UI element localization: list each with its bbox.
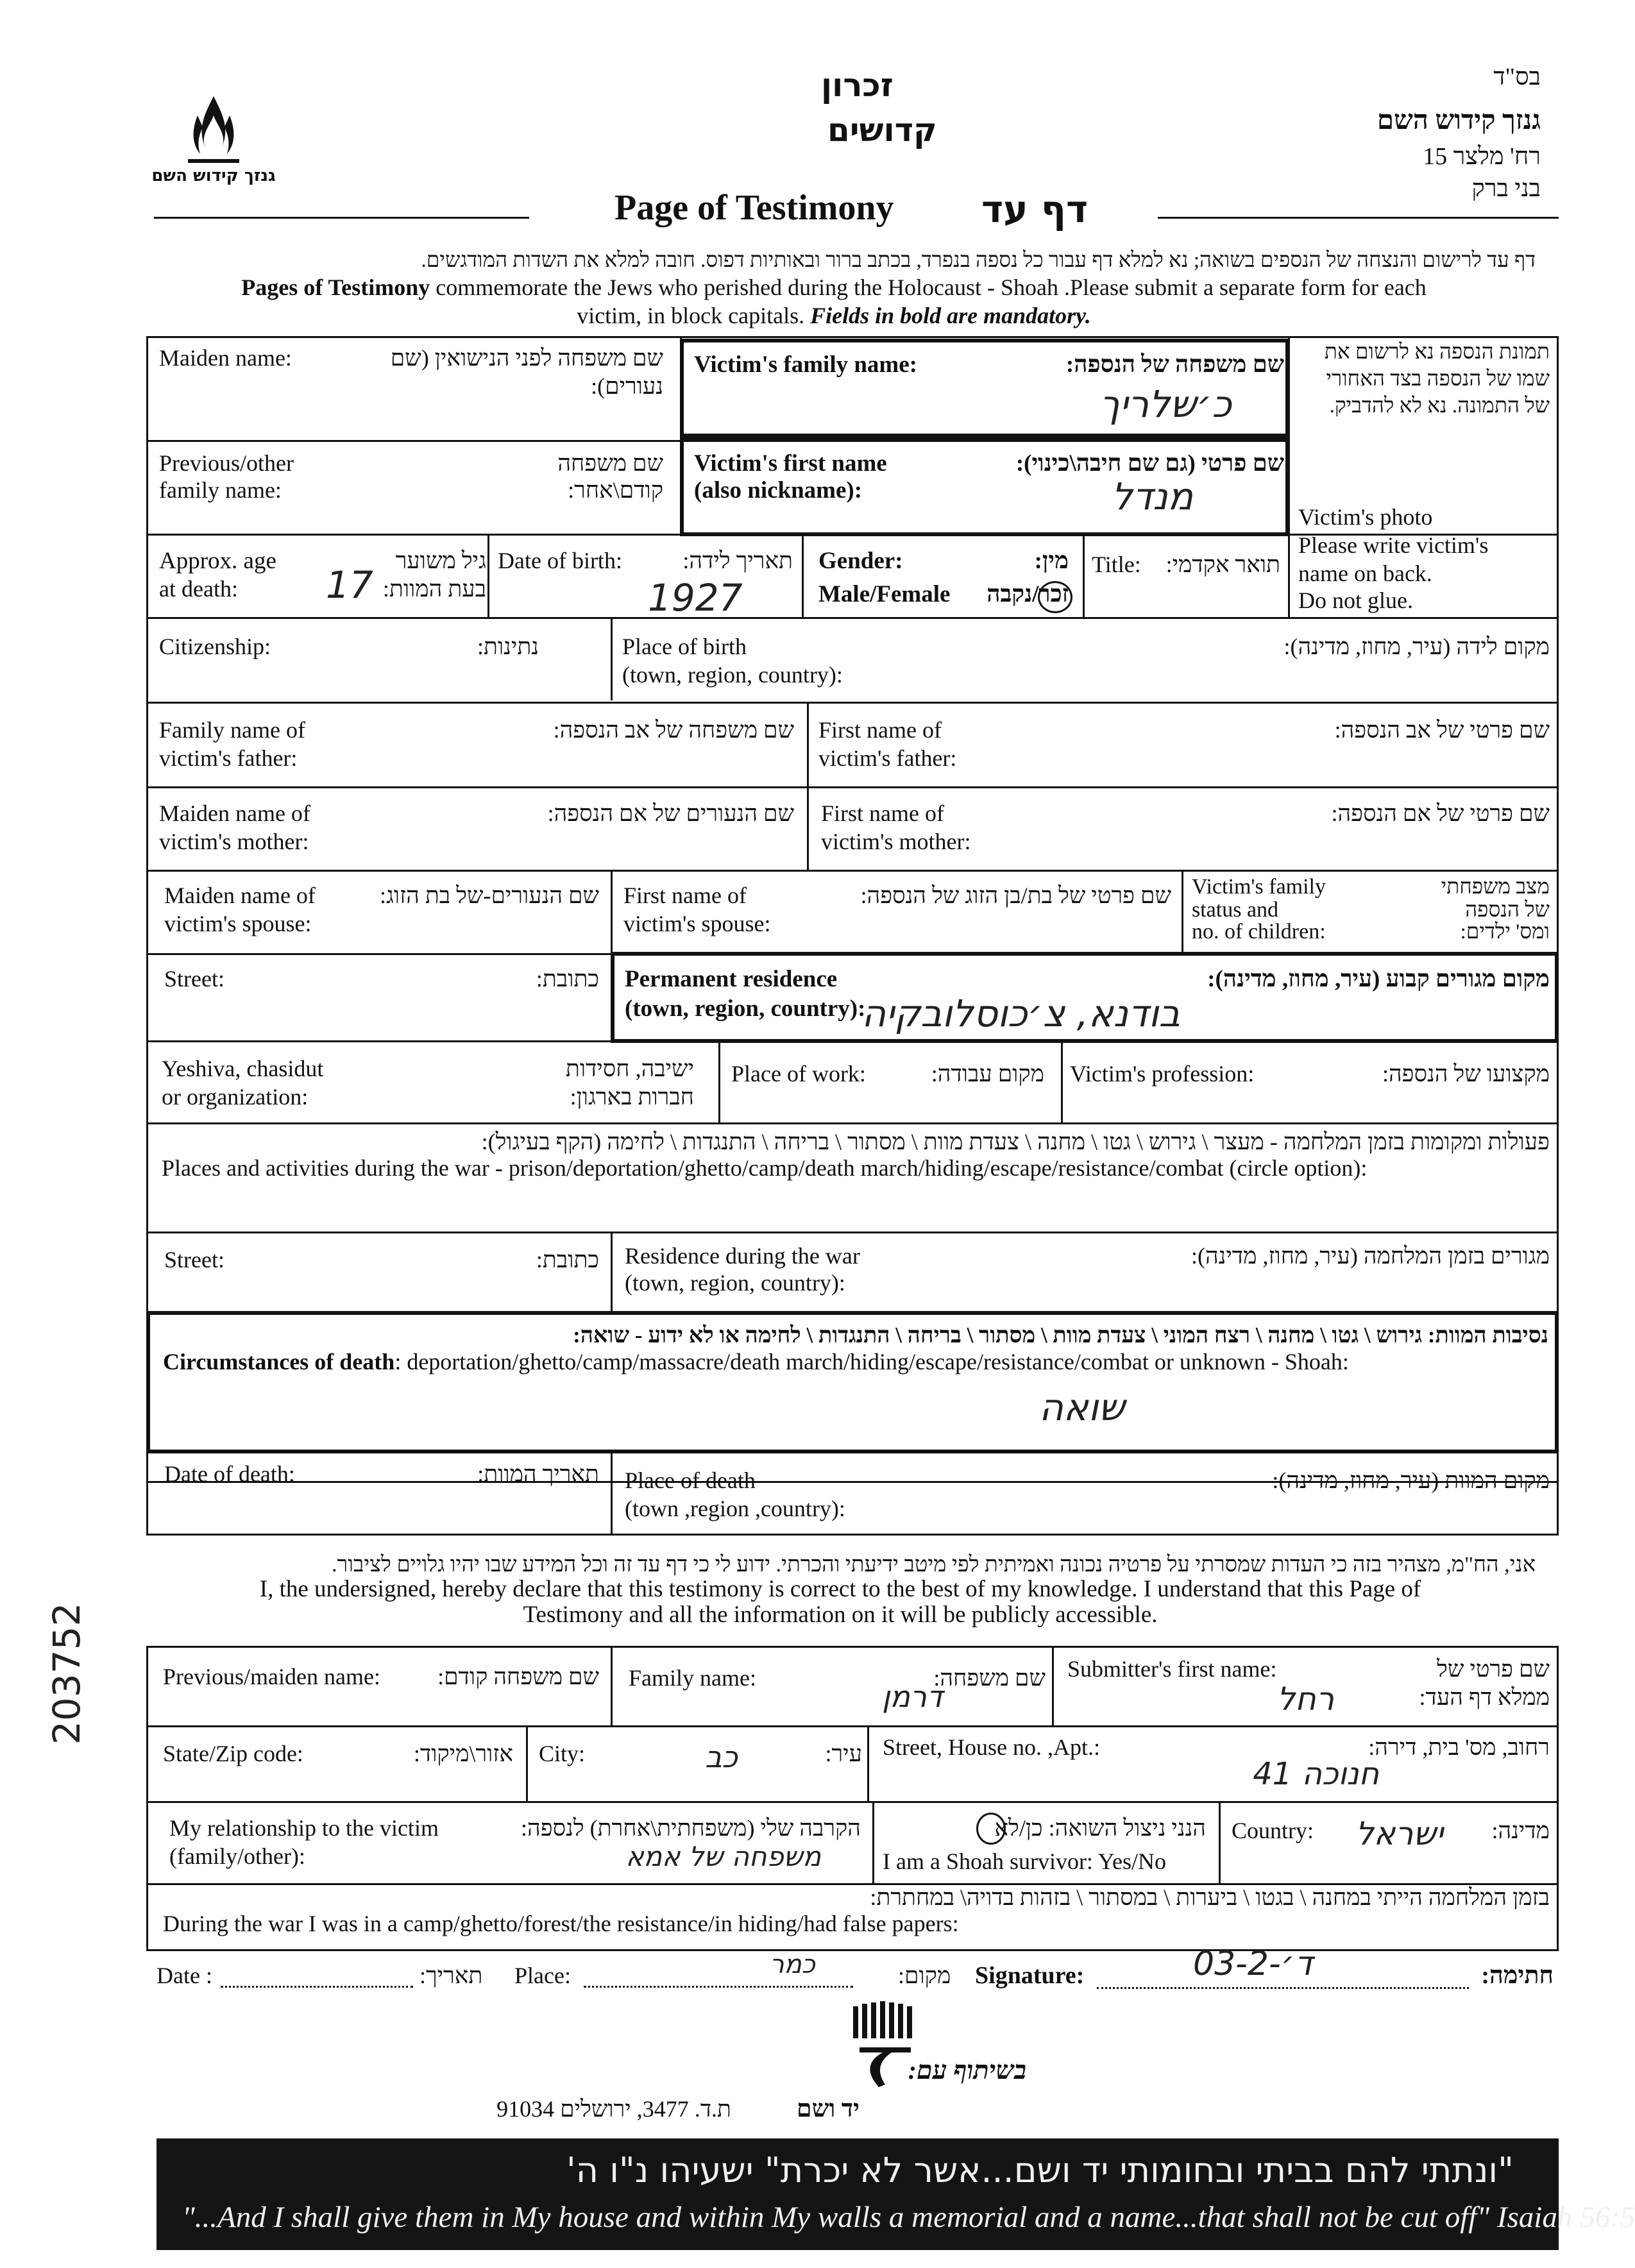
- partnership-label: בשיתוף עם:: [908, 2056, 1026, 2085]
- family-status-label-he-1: מצב משפחתי: [1441, 876, 1550, 899]
- submitter-first-label-he-1: שם פרטי של: [1436, 1656, 1550, 1682]
- yad-vashem-address: ת.ד. 3477, ירושלים 91034: [496, 2096, 731, 2122]
- family-status-label-he-2: של הנספה: [1465, 899, 1550, 922]
- place-value[interactable]: כמר: [770, 1950, 815, 1979]
- residence-label-1: Permanent residence: [625, 966, 838, 992]
- profession-label: Victim's profession:: [1070, 1061, 1255, 1087]
- submitter-first-label: Submitter's first name:: [1067, 1656, 1277, 1682]
- pod-label-he: מקום המוות (עיר, מחוז, מדינה):: [1272, 1468, 1550, 1493]
- declaration-en: [128, 1577, 1552, 1628]
- maiden-name-label: Maiden name:: [159, 345, 292, 371]
- verse-banner: [157, 2138, 1635, 2250]
- death-circumstances-label-bold: Circumstances of death: [163, 1349, 395, 1375]
- yad-vashem-name: יד ושם: [796, 2095, 860, 2122]
- archive-title: גנזך קידוש השם: [1377, 106, 1541, 135]
- gender-label-he-2: זכר/נקבה: [987, 581, 1069, 607]
- profession-label-he: מקצועו של הנספה:: [1382, 1061, 1550, 1087]
- war-residence-label-1: Residence during the war: [625, 1243, 860, 1269]
- intro-english-line2: victim, in block capitals.: [577, 303, 811, 328]
- city-label: City:: [539, 1741, 586, 1766]
- prev-family-label-2: family name:: [159, 477, 282, 503]
- death-circumstances-value[interactable]: שואה: [1039, 1385, 1125, 1429]
- city-value[interactable]: כב: [705, 1739, 738, 1774]
- spouse-maiden-label-1: Maiden name of: [164, 883, 316, 908]
- first-name-label-2: (also nickname):: [694, 477, 863, 504]
- submitter-first-value[interactable]: רחל: [1276, 1680, 1334, 1718]
- yeshiva-label-1: Yeshiva, chasidut: [162, 1056, 324, 1081]
- dob-label-he: תאריך לידה:: [682, 548, 793, 573]
- title-hebrew: דף עד: [981, 187, 1089, 231]
- dod-label: Date of death:: [164, 1461, 295, 1487]
- family-status-label-3: no. of children:: [1192, 920, 1326, 944]
- mother-maiden-label-2: victim's mother:: [159, 829, 309, 854]
- mother-first-label-1: First name of: [821, 800, 944, 826]
- title-english: Page of Testimony: [614, 188, 894, 228]
- bsd-mark: בס"ד: [1493, 63, 1541, 90]
- pod-label-1: Place of death: [625, 1468, 756, 1493]
- photo-label-1: Victim's photo: [1298, 504, 1433, 530]
- title-label-he: תואר אקדמי:: [1165, 552, 1280, 577]
- first-name-label-1: Victim's first name: [694, 450, 887, 477]
- verse-hebrew: "ונתתי להם בביתי ובחומותי יד ושם...אשר לא יכרת" ישעיהו נ"ו ה': [566, 2150, 1514, 2190]
- family-name-value[interactable]: כ׳שלריך: [1099, 382, 1232, 426]
- work-label-he: מקום עבודה:: [931, 1061, 1044, 1087]
- death-circumstances-label-rest: : deportation/ghetto/camp/massacre/death march/hiding/escape/resistance/combat or unknown - Shoah:: [394, 1349, 1349, 1375]
- street-label: Street:: [164, 966, 224, 992]
- relation-label-1: My relationship to the victim: [169, 1815, 439, 1841]
- age-value[interactable]: 17: [326, 563, 373, 607]
- age-label-he-1: גיל משוער: [395, 548, 486, 573]
- submitter-prev-maiden-label: Previous/maiden name:: [163, 1664, 380, 1689]
- relation-label-2: (family/other):: [169, 1843, 305, 1869]
- archive-address-line2: בני ברק: [1471, 175, 1541, 202]
- family-status-label-2: status and: [1192, 898, 1279, 922]
- declaration-en-1: I, the undersigned, hereby declare that this testimony is correct to the best of my knowledge. I understand that this Page of: [259, 1576, 1421, 1602]
- prev-family-label-he-2: קודם\אחר:: [568, 477, 663, 503]
- photo-label-3: name on back.: [1298, 561, 1432, 586]
- prev-family-label-he-1: שם משפחה: [557, 450, 663, 476]
- relation-value[interactable]: משפחה של אמא: [625, 1841, 821, 1872]
- survivor-yes-circle[interactable]: [976, 1813, 1006, 1845]
- place-label: Place:: [514, 1963, 571, 1988]
- gender-label-he-1: מין:: [1034, 548, 1069, 574]
- maiden-name-label-he: שם משפחה לפני הנישואין (שם נעורים):: [390, 345, 663, 399]
- age-label-2: at death:: [159, 576, 238, 602]
- first-name-value[interactable]: מנדל: [1111, 475, 1193, 518]
- date-label: Date :: [157, 1963, 212, 1988]
- family-status-label-he-3: ומס' ילדים:: [1460, 920, 1550, 944]
- place-input[interactable]: [584, 1986, 853, 1988]
- verse-english: "...And I shall give them in My house and within My walls a memorial and a name...that shall not be cut off" Isaiah 56:5: [182, 2201, 1635, 2234]
- war-residence-label-he: מגורים בזמן המלחמה (עיר, מחוז, מדינה):: [1190, 1243, 1550, 1269]
- pob-label-he: מקום לידה (עיר, מחוז, מדינה):: [1283, 634, 1550, 659]
- spouse-first-label-1: First name of: [623, 883, 747, 908]
- submitter-street-value[interactable]: חנוכה 41: [1253, 1756, 1379, 1792]
- zip-label-he: אזור\מיקוד:: [413, 1741, 513, 1766]
- spouse-first-label-2: victim's spouse:: [623, 911, 771, 936]
- survivor-label: I am a Shoah survivor: Yes/No: [883, 1849, 1166, 1874]
- intro-english-mandatory: Fields in bold are mandatory.: [810, 303, 1091, 328]
- spouse-maiden-label-2: victim's spouse:: [164, 911, 312, 936]
- submitter-family-label-he: שם משפחה:: [933, 1665, 1046, 1691]
- signature-label-he: חתימה:: [1481, 1962, 1554, 1989]
- war-street-label: Street:: [164, 1247, 224, 1273]
- death-circumstances-label: [163, 1348, 1349, 1375]
- work-label: Place of work:: [731, 1061, 866, 1087]
- war-places-label-he: פעולות ומקומות בזמן המלחמה - מעצר \ גירוש \ גטו \ מחנה \ צעדת מוות \ מסתור \ בריחה \ התנגדות \ לחימה (הקף בעיגול):: [481, 1129, 1550, 1155]
- country-label: Country:: [1232, 1818, 1314, 1843]
- title-label: Title:: [1092, 552, 1141, 577]
- intro-english: [122, 273, 1546, 330]
- logo-text: גנזך קידוש השם: [151, 166, 276, 185]
- signature-label: Signature:: [975, 1962, 1085, 1989]
- submitter-family-value[interactable]: דרמן: [882, 1679, 943, 1714]
- zip-label: State/Zip code:: [163, 1741, 303, 1766]
- relation-label-he: הקרבה שלי (משפחתית\אחרת) לנספה:: [521, 1815, 861, 1841]
- first-name-label-he: שם פרטי (גם שם חיבה\כינוי):: [1015, 450, 1284, 477]
- yeshiva-label-he-2: חברות בארגון:: [570, 1084, 694, 1110]
- family-name-label-he: שם משפחה של הנספה:: [1065, 351, 1284, 378]
- maiden-name-input[interactable]: [359, 398, 667, 432]
- pod-label-2: (town ,region ,country):: [625, 1496, 845, 1521]
- photo-label-2: Please write victim's: [1298, 532, 1489, 558]
- father-family-label-1: Family name of: [159, 717, 305, 743]
- declaration-he: אני, הח"מ, מצהיר בזה כי העדות שמסרתי על פרטיה נכונה ואמיתית לפי מיטב ידיעתי והכרתי. ידוע לי כי דף עד זה וכל המידע שבו יהיו גלויים לציבור.: [332, 1553, 1536, 1577]
- country-value[interactable]: ישראל: [1355, 1815, 1443, 1852]
- margin-handwritten-number: 203752: [45, 1602, 89, 1745]
- pob-label-2: (town, region, country):: [622, 662, 843, 688]
- father-family-label-he: שם משפחה של אב הנספה:: [553, 717, 794, 743]
- residence-value[interactable]: בודנא, צ׳כוסלובקיה: [861, 992, 1180, 1035]
- gender-label-1: Gender:: [818, 548, 903, 574]
- submitter-first-label-he-2: ממלא דף העד:: [1419, 1684, 1550, 1710]
- pob-label-1: Place of birth: [622, 634, 747, 659]
- citizenship-label-he: נתינות:: [477, 634, 539, 659]
- submitter-street-label: Street, House no. ,Apt.:: [883, 1734, 1100, 1760]
- father-first-label-1: First name of: [818, 717, 942, 743]
- intro-hebrew: דף עד לרישום והנצחה של הנספים בשואה; נא למלא דף עבור כל נספה בנפרד, בכתב ברור ובאותיות דפוס. חובה למלא את השדות המודגשים.: [421, 249, 1536, 272]
- submitter-war-label-he: בזמן המלחמה הייתי במחנה \ בגטו \ ביערות \ במסתור \ בזהות בדויה\ במחתרת:: [870, 1884, 1550, 1910]
- submitter-war-label: During the war I was in a camp/ghetto/forest/the resistance/in hiding/had false papers:: [163, 1911, 959, 1936]
- photo-instructions-he: תמונת הנספה נא לרשום את שמו של הנספה בצד האחורי של התמונה. נא לא להדביק.: [1324, 341, 1550, 418]
- war-residence-label-2: (town, region, country):: [625, 1270, 845, 1296]
- residence-label-he: מקום מגורים קבוע (עיר, מחוז, מדינה):: [1207, 966, 1550, 992]
- date-input[interactable]: [221, 1986, 413, 1988]
- place-label-he: מקום:: [898, 1963, 951, 1988]
- mother-maiden-label-he: שם הנעורים של אם הנספה:: [547, 800, 794, 826]
- yeshiva-label-he-1: ישיבה, חסידות: [565, 1056, 694, 1081]
- street-label-he: כתובת:: [536, 966, 599, 992]
- yeshiva-label-2: or organization:: [162, 1084, 309, 1110]
- spouse-first-label-he: שם פרטי של בת/בן הזוג של הנספה:: [860, 883, 1171, 908]
- country-label-he: מדינה:: [1491, 1818, 1550, 1843]
- mother-maiden-label-1: Maiden name of: [159, 800, 310, 826]
- signature-input[interactable]: [1097, 1987, 1469, 1989]
- family-name-label: Victim's family name:: [694, 351, 917, 378]
- father-first-label-he: שם פרטי של אב הנספה:: [1334, 717, 1550, 743]
- age-label-he-2: בעת המוות:: [382, 576, 486, 602]
- declaration-en-2: Testimony and all the information on it will be publicly accessible.: [523, 1602, 1158, 1628]
- city-label-he: עיר:: [825, 1741, 862, 1766]
- survivor-label-he: הנני ניצול השואה: כן/לא: [994, 1815, 1206, 1841]
- dob-label: Date of birth:: [498, 548, 622, 573]
- mother-first-label-2: victim's mother:: [821, 829, 971, 854]
- residence-label-2: (town, region, country):: [625, 995, 866, 1022]
- center-title-1: זכרון: [821, 67, 894, 104]
- intro-english-rest: commemorate the Jews who perished during the Holocaust - Shoah .Please submit a separate form for each: [430, 275, 1427, 300]
- center-title-2: קדושים: [827, 112, 937, 149]
- date-label-he: תאריך:: [419, 1963, 483, 1988]
- prev-family-label-1: Previous/other: [159, 450, 294, 476]
- signature-value[interactable]: ד׳-03-2: [1193, 1945, 1313, 1983]
- mother-first-label-he: שם פרטי של אם הנספה:: [1331, 800, 1550, 826]
- death-circumstances-label-he: נסיבות המוות: גירוש \ גטו \ מחנה \ רצח המוני \ צעדת מוות \ מסתור \ בריחה \ התנגדות \ לחימה או לא ידוע - שואה:: [573, 1323, 1548, 1348]
- war-places-label: Places and activities during the war - prison/deportation/ghetto/camp/death march/hiding/escape/resistance/combat (circle option):: [162, 1155, 1368, 1181]
- spouse-maiden-label-he: שם הנעורים-של בת הזוג:: [380, 883, 599, 908]
- submitter-street-label-he: רחוב, מס' בית, דירה:: [1368, 1734, 1550, 1760]
- father-first-label-2: victim's father:: [818, 745, 957, 771]
- dob-value[interactable]: 1927: [648, 576, 743, 620]
- father-family-label-2: victim's father:: [159, 745, 298, 771]
- submitter-prev-maiden-label-he: שם משפחה קודם:: [437, 1664, 599, 1689]
- intro-english-bold: Pages of Testimony: [241, 275, 430, 300]
- submitter-family-label: Family name:: [629, 1665, 756, 1691]
- dod-label-he: תאריך המוות:: [477, 1461, 599, 1487]
- war-street-label-he: כתובת:: [536, 1247, 599, 1273]
- gender-label-2: Male/Female: [818, 581, 951, 607]
- archive-address-line1: רח' מלצר 15: [1423, 143, 1541, 170]
- gender-male-circle[interactable]: [1038, 581, 1072, 613]
- citizenship-label: Citizenship:: [159, 634, 271, 659]
- photo-label-4: Do not glue.: [1298, 588, 1413, 613]
- age-label-1: Approx. age: [159, 548, 276, 574]
- ganzach-logo-icon: [151, 90, 276, 199]
- death-row-frame: [146, 1451, 1559, 1536]
- family-status-label-1: Victim's family: [1192, 875, 1326, 899]
